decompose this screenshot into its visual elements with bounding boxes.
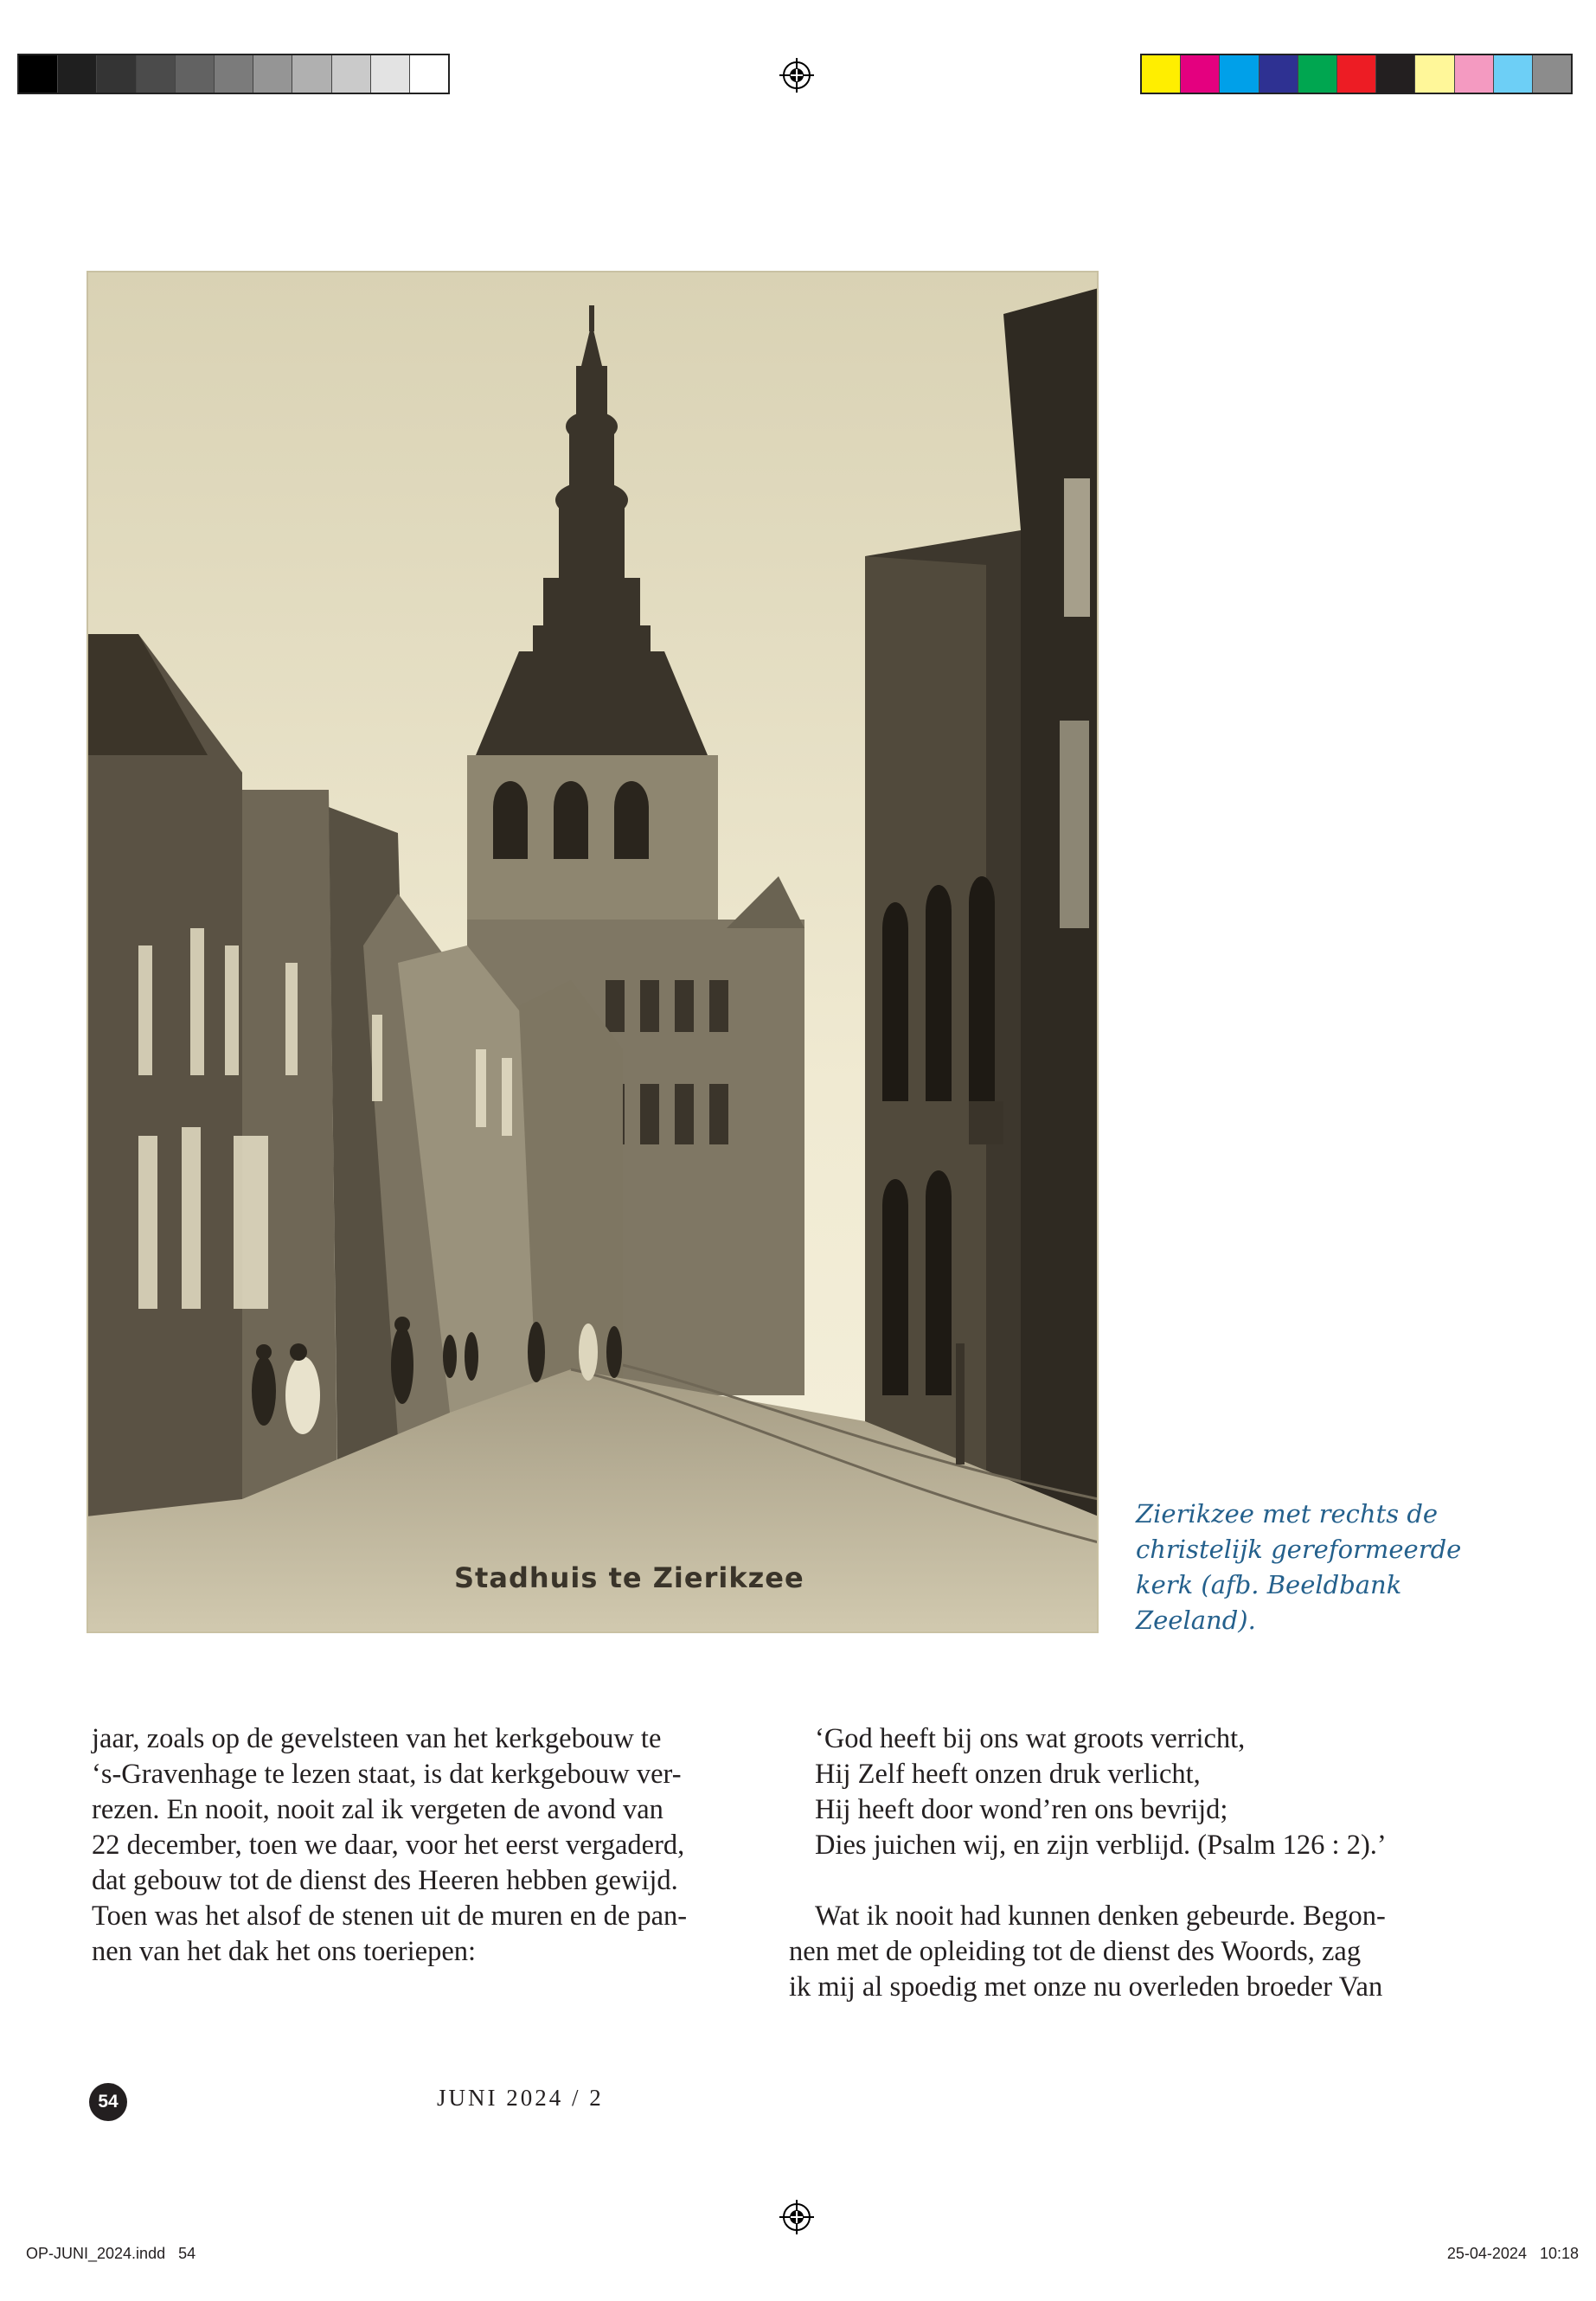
slug-timestamp: 25-04-2024 10:18 <box>1446 2245 1579 2262</box>
text-line: rezen. En nooit, nooit zal ik vergeten de avond van <box>92 1794 663 1825</box>
color-swatch <box>332 55 371 93</box>
poem-line: Hij heeft door wond’ren ons bevrijd; <box>815 1794 1228 1825</box>
paragraph <box>92 1721 758 1970</box>
paragraph <box>789 1899 1455 2005</box>
text-line: ‘s-Gravenhage te lezen staat, is dat kerkgebouw ver- <box>92 1759 682 1790</box>
psalm-quote <box>789 1721 1455 1863</box>
caption-line: christelijk gereformeerde <box>1136 1535 1462 1564</box>
registration-mark-icon <box>778 56 816 94</box>
postcard-title: Stadhuis te Zierikzee <box>454 1561 804 1594</box>
grayscale-color-bar <box>17 54 450 94</box>
color-swatch <box>1533 55 1571 93</box>
photo-caption <box>1136 1497 1516 1638</box>
color-swatch <box>176 55 215 93</box>
color-swatch <box>1181 55 1220 93</box>
text-line: jaar, zoals op de gevelsteen van het kerkgebouw te <box>92 1723 662 1754</box>
text-line: Toen was het alsof de stenen uit de muren en de pan- <box>92 1900 688 1932</box>
text-line: Wat ik nooit had kunnen denken gebeurde. Begon- <box>815 1900 1386 1932</box>
text-line: dat gebouw tot de dienst des Heeren hebben gewijd. <box>92 1865 678 1896</box>
color-swatch <box>1298 55 1337 93</box>
caption-line: kerk (afb. Beeldbank <box>1136 1570 1402 1599</box>
color-swatch <box>1415 55 1454 93</box>
color-swatch <box>371 55 410 93</box>
text-line: nen van het dak het ons toeriepen: <box>92 1936 477 1967</box>
color-swatch <box>292 55 331 93</box>
issue-label: JUNI 2024 / 2 <box>437 2085 604 2111</box>
color-swatch <box>58 55 97 93</box>
text-line: nen met de opleiding tot de dienst des Woords, zag <box>789 1936 1362 1967</box>
caption-line: Zierikzee met rechts de <box>1136 1499 1439 1529</box>
color-swatch <box>1376 55 1415 93</box>
slug-filename: OP-JUNI_2024.indd 54 <box>26 2245 196 2262</box>
color-swatch <box>1142 55 1181 93</box>
historic-postcard-photo <box>87 271 1099 1633</box>
poem-line: ‘God heeft bij ons wat groots verricht, <box>815 1723 1246 1754</box>
color-swatch <box>1259 55 1298 93</box>
color-swatch <box>215 55 253 93</box>
color-swatch <box>1494 55 1533 93</box>
color-swatch <box>1337 55 1376 93</box>
poem-line: Dies juichen wij, en zijn verblijd. (Psalm 126 : 2).’ <box>815 1830 1387 1861</box>
color-swatch <box>1455 55 1494 93</box>
text-line: ik mij al spoedig met onze nu overleden broeder Van <box>789 1971 1383 2003</box>
registration-mark-icon <box>778 2198 816 2236</box>
color-swatch <box>410 55 448 93</box>
page-number: 54 <box>89 2083 127 2121</box>
color-swatch <box>137 55 176 93</box>
body-column-right <box>789 1721 1455 2005</box>
cmyk-color-bar <box>1140 54 1573 94</box>
body-column-left <box>92 1721 758 1970</box>
color-swatch <box>1220 55 1259 93</box>
color-swatch <box>19 55 58 93</box>
caption-line: Zeeland). <box>1136 1606 1256 1635</box>
poem-line: Hij Zelf heeft onzen druk verlicht, <box>815 1759 1201 1790</box>
text-line: 22 december, toen we daar, voor het eerst vergaderd, <box>92 1830 685 1861</box>
color-swatch <box>253 55 292 93</box>
color-swatch <box>97 55 136 93</box>
